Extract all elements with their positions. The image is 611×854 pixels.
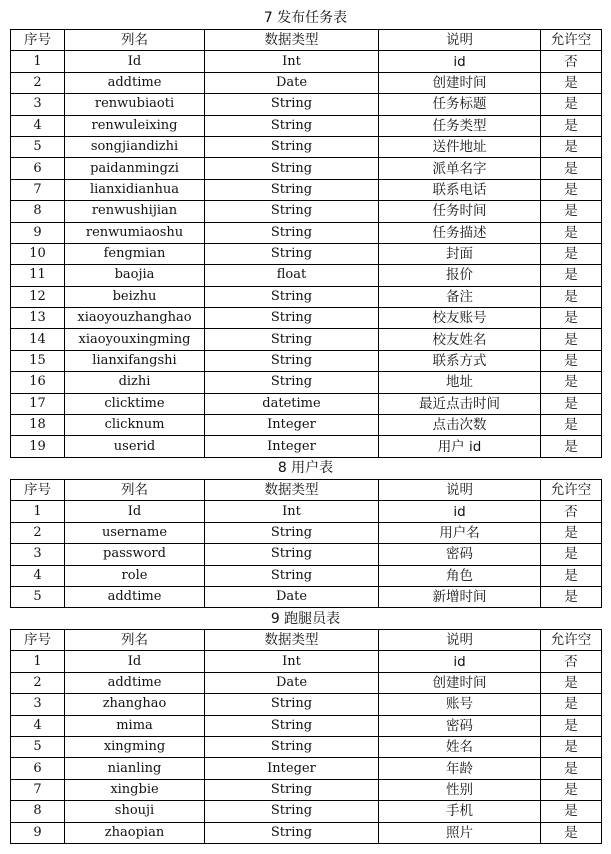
cell-column-name: Id [65,51,205,72]
cell-column-name: addtime [65,72,205,93]
cell-nullable: 是 [541,265,602,286]
cell-nullable: 是 [541,415,602,436]
table-row [11,586,602,607]
col-header-name: 列名 [65,480,205,501]
cell-data-type: Int [205,501,379,522]
table-caption: 7 发布任务表 [263,10,348,26]
cell-description: id [379,51,541,72]
table-row [11,222,602,243]
cell-nullable: 是 [541,779,602,800]
col-header-name: 列名 [65,30,205,51]
cell-index: 9 [11,822,65,843]
table-row [11,308,602,329]
table-row [11,415,602,436]
cell-column-name: lianxifangshi [65,350,205,371]
table-caption: 8 用户表 [277,460,334,476]
cell-nullable: 是 [541,372,602,393]
table-row [11,72,602,93]
cell-index: 14 [11,329,65,350]
table-row [11,565,602,586]
cell-data-type: String [205,201,379,222]
cell-index: 19 [11,436,65,457]
cell-data-type: float [205,265,379,286]
cell-index: 3 [11,94,65,115]
cell-index: 9 [11,222,65,243]
cell-description: 密码 [379,715,541,736]
col-header-index: 序号 [11,30,65,51]
cell-description: 任务标题 [379,94,541,115]
cell-column-name: dizhi [65,372,205,393]
table-header-row [11,480,602,501]
cell-nullable: 是 [541,736,602,757]
cell-data-type: String [205,308,379,329]
cell-index: 15 [11,350,65,371]
cell-column-name: username [65,522,205,543]
cell-description: 备注 [379,286,541,307]
table-caption: 9 跑腿员表 [270,611,341,627]
cell-data-type: Int [205,51,379,72]
table-row [11,329,602,350]
cell-data-type: datetime [205,393,379,414]
cell-index: 13 [11,308,65,329]
cell-nullable: 是 [541,243,602,264]
cell-description: 手机 [379,801,541,822]
cell-column-name: xingbie [65,779,205,800]
cell-column-name: zhanghao [65,694,205,715]
cell-index: 6 [11,758,65,779]
cell-data-type: Int [205,651,379,672]
table-row [11,544,602,565]
cell-data-type: String [205,243,379,264]
cell-column-name: addtime [65,672,205,693]
cell-column-name: xiaoyouzhanghao [65,308,205,329]
cell-data-type: String [205,801,379,822]
cell-column-name: renwumiaoshu [65,222,205,243]
table-row [11,501,602,522]
cell-data-type: String [205,350,379,371]
cell-data-type: String [205,222,379,243]
cell-data-type: String [205,179,379,200]
cell-column-name: clicktime [65,393,205,414]
cell-nullable: 是 [541,308,602,329]
cell-column-name: renwushijian [65,201,205,222]
cell-description: 点击次数 [379,415,541,436]
cell-description: 创建时间 [379,672,541,693]
cell-index: 1 [11,51,65,72]
cell-nullable: 是 [541,329,602,350]
col-header-type: 数据类型 [205,630,379,651]
cell-column-name: xingming [65,736,205,757]
data-table [10,29,602,458]
cell-column-name: password [65,544,205,565]
table-row [11,758,602,779]
cell-description: 送件地址 [379,136,541,157]
cell-data-type: String [205,372,379,393]
table-row [11,201,602,222]
col-header-desc: 说明 [379,480,541,501]
cell-index: 16 [11,372,65,393]
cell-index: 1 [11,501,65,522]
table-row [11,779,602,800]
cell-nullable: 是 [541,350,602,371]
cell-description: 任务描述 [379,222,541,243]
cell-description: 封面 [379,243,541,264]
table-row [11,136,602,157]
cell-index: 5 [11,736,65,757]
cell-index: 3 [11,694,65,715]
cell-index: 10 [11,243,65,264]
cell-nullable: 是 [541,158,602,179]
cell-description: 派单名字 [379,158,541,179]
cell-column-name: lianxidianhua [65,179,205,200]
cell-column-name: renwuleixing [65,115,205,136]
col-header-index: 序号 [11,630,65,651]
cell-data-type: Integer [205,415,379,436]
cell-column-name: role [65,565,205,586]
cell-index: 7 [11,779,65,800]
table-row [11,94,602,115]
cell-data-type: Date [205,586,379,607]
cell-index: 4 [11,715,65,736]
table-row [11,672,602,693]
cell-nullable: 是 [541,522,602,543]
cell-data-type: String [205,565,379,586]
cell-description: 联系方式 [379,350,541,371]
cell-description: 联系电话 [379,179,541,200]
cell-data-type: Integer [205,758,379,779]
col-header-index: 序号 [11,480,65,501]
col-header-desc: 说明 [379,30,541,51]
cell-data-type: String [205,115,379,136]
table-header-row [11,630,602,651]
table-row [11,115,602,136]
cell-index: 8 [11,201,65,222]
table-row [11,436,602,457]
table-row [11,694,602,715]
cell-index: 2 [11,672,65,693]
cell-nullable: 是 [541,115,602,136]
cell-data-type: String [205,822,379,843]
cell-description: 年龄 [379,758,541,779]
cell-description: id [379,501,541,522]
cell-column-name: zhaopian [65,822,205,843]
cell-column-name: shouji [65,801,205,822]
cell-nullable: 是 [541,801,602,822]
cell-data-type: Date [205,72,379,93]
cell-data-type: String [205,736,379,757]
cell-data-type: String [205,286,379,307]
cell-data-type: String [205,158,379,179]
cell-nullable: 是 [541,393,602,414]
cell-nullable: 是 [541,72,602,93]
cell-nullable: 否 [541,51,602,72]
cell-description: 地址 [379,372,541,393]
table-row [11,522,602,543]
col-header-nullable: 允许空 [541,30,602,51]
cell-description: 角色 [379,565,541,586]
cell-description: 最近点击时间 [379,393,541,414]
cell-index: 2 [11,72,65,93]
cell-column-name: nianling [65,758,205,779]
cell-index: 5 [11,136,65,157]
cell-nullable: 是 [541,436,602,457]
cell-data-type: String [205,522,379,543]
cell-index: 12 [11,286,65,307]
cell-index: 4 [11,565,65,586]
cell-column-name: addtime [65,586,205,607]
table-row [11,822,602,843]
table-header-row [11,30,602,51]
cell-column-name: paidanmingzi [65,158,205,179]
cell-nullable: 是 [541,286,602,307]
cell-description: 姓名 [379,736,541,757]
cell-nullable: 是 [541,179,602,200]
table-row [11,372,602,393]
table-row [11,179,602,200]
cell-data-type: String [205,779,379,800]
cell-description: 创建时间 [379,72,541,93]
cell-description: 密码 [379,544,541,565]
cell-index: 17 [11,393,65,414]
cell-description: 报价 [379,265,541,286]
cell-nullable: 是 [541,222,602,243]
cell-data-type: Integer [205,436,379,457]
table-row [11,158,602,179]
cell-column-name: baojia [65,265,205,286]
cell-data-type: String [205,94,379,115]
table-row [11,286,602,307]
cell-index: 2 [11,522,65,543]
col-header-desc: 说明 [379,630,541,651]
cell-column-name: clicknum [65,415,205,436]
cell-data-type: Date [205,672,379,693]
cell-column-name: songjiandizhi [65,136,205,157]
cell-data-type: String [205,329,379,350]
cell-nullable: 否 [541,651,602,672]
cell-nullable: 是 [541,201,602,222]
cell-description: 任务类型 [379,115,541,136]
cell-description: 用户名 [379,522,541,543]
cell-index: 11 [11,265,65,286]
cell-nullable: 是 [541,672,602,693]
cell-nullable: 是 [541,565,602,586]
cell-index: 4 [11,115,65,136]
table-row [11,715,602,736]
col-header-name: 列名 [65,630,205,651]
cell-column-name: fengmian [65,243,205,264]
cell-index: 18 [11,415,65,436]
col-header-type: 数据类型 [205,480,379,501]
table-row [11,736,602,757]
cell-description: 性别 [379,779,541,800]
cell-nullable: 是 [541,136,602,157]
data-table [10,629,602,844]
cell-index: 3 [11,544,65,565]
cell-column-name: Id [65,651,205,672]
table-row [11,801,602,822]
cell-nullable: 是 [541,94,602,115]
cell-column-name: beizhu [65,286,205,307]
cell-index: 6 [11,158,65,179]
cell-nullable: 否 [541,501,602,522]
cell-nullable: 是 [541,544,602,565]
cell-nullable: 是 [541,694,602,715]
cell-data-type: String [205,136,379,157]
cell-index: 7 [11,179,65,200]
table-row [11,350,602,371]
cell-data-type: String [205,715,379,736]
table-row [11,51,602,72]
cell-description: 校友姓名 [379,329,541,350]
cell-index: 1 [11,651,65,672]
cell-index: 8 [11,801,65,822]
cell-column-name: xiaoyouxingming [65,329,205,350]
col-header-nullable: 允许空 [541,480,602,501]
cell-nullable: 是 [541,758,602,779]
cell-column-name: mima [65,715,205,736]
cell-description: 用户 id [379,436,541,457]
cell-nullable: 是 [541,715,602,736]
cell-description: 校友账号 [379,308,541,329]
table-row [11,651,602,672]
cell-nullable: 是 [541,822,602,843]
col-header-type: 数据类型 [205,30,379,51]
cell-column-name: renwubiaoti [65,94,205,115]
cell-data-type: String [205,544,379,565]
col-header-nullable: 允许空 [541,630,602,651]
data-table [10,479,602,608]
cell-description: 任务时间 [379,201,541,222]
cell-column-name: userid [65,436,205,457]
cell-description: 新增时间 [379,586,541,607]
table-row [11,243,602,264]
cell-description: 照片 [379,822,541,843]
table-row [11,393,602,414]
cell-description: 账号 [379,694,541,715]
cell-description: id [379,651,541,672]
cell-data-type: String [205,694,379,715]
table-row [11,265,602,286]
cell-column-name: Id [65,501,205,522]
cell-index: 5 [11,586,65,607]
cell-nullable: 是 [541,586,602,607]
